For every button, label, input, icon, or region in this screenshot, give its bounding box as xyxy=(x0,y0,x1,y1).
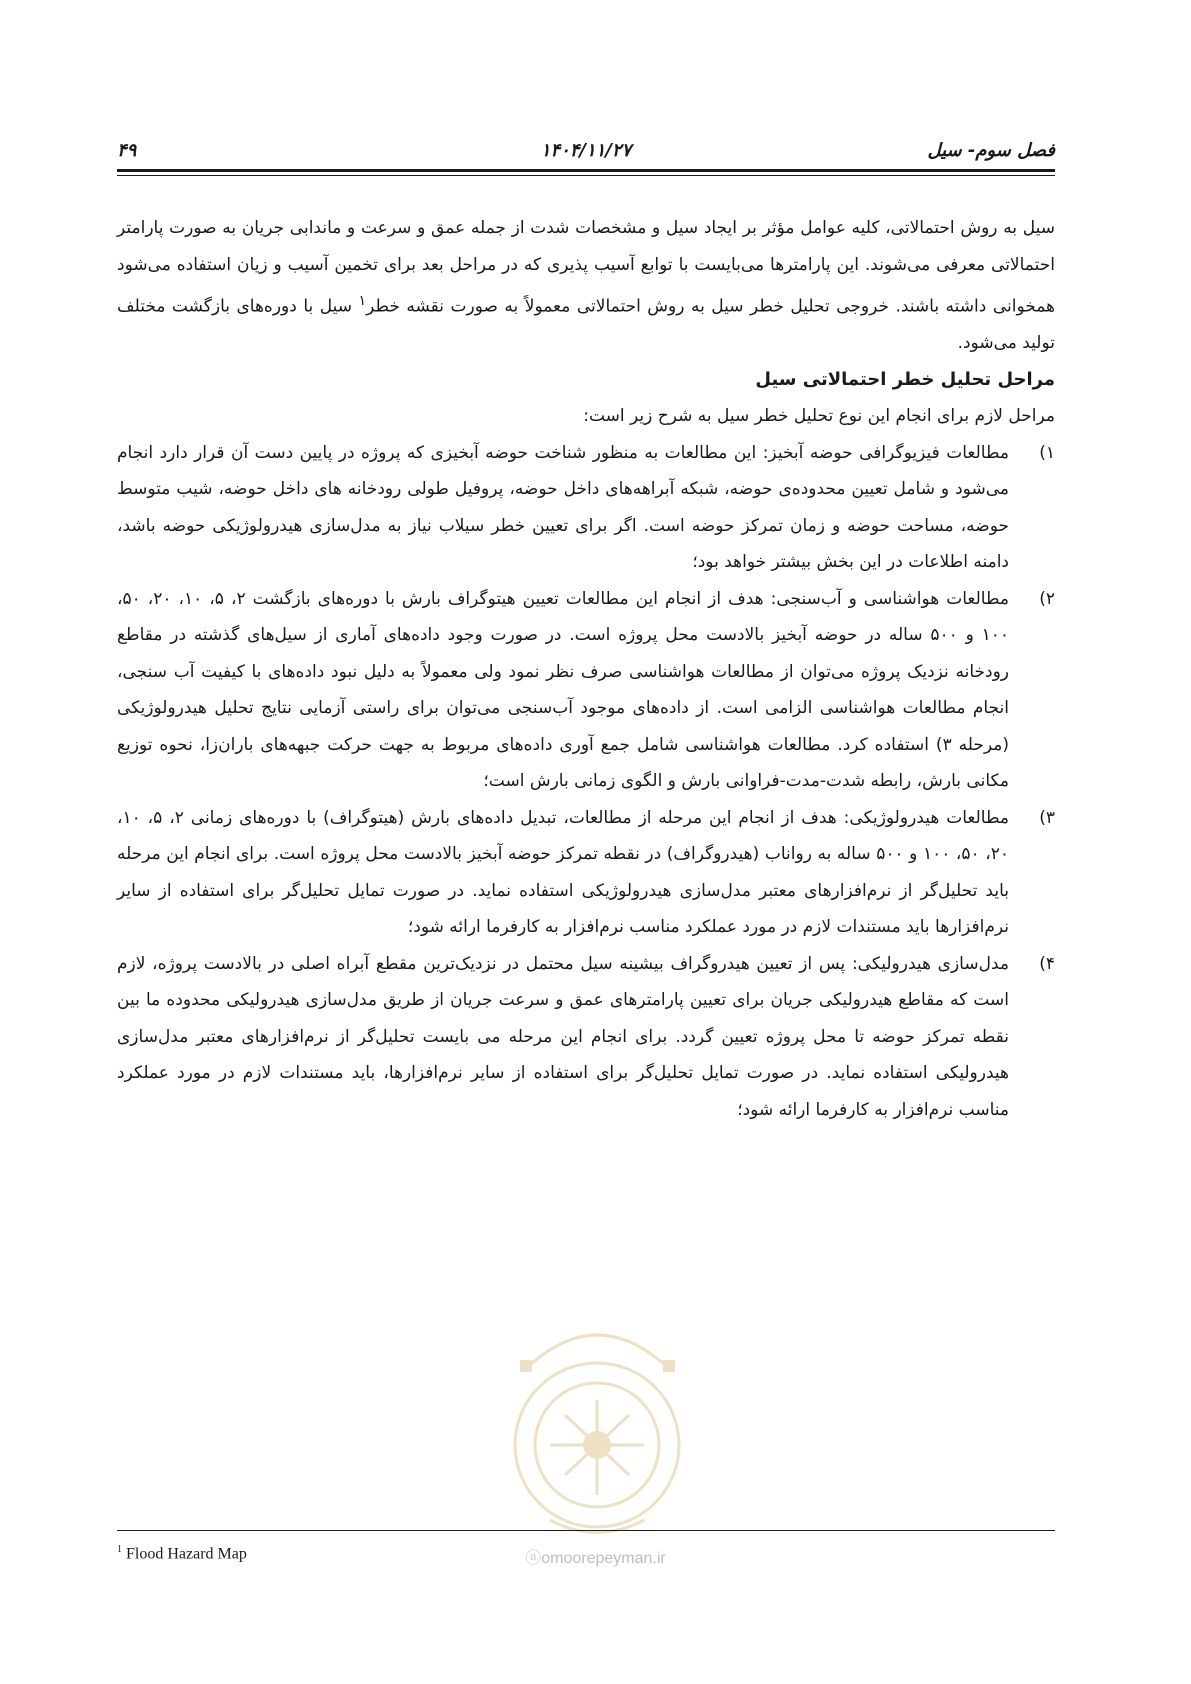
list-item xyxy=(117,946,1055,1129)
intro-text: سیل به روش احتمالاتی، کلیه عوامل مؤثر بر ایجاد سیل و مشخصات شدت از جمله عمق و سرعت و ماندابی جریان به صورت پارامتر احتمالاتی معرفی می‌شوند. این پارامترها می‌بایست با توابع آسیب پذیری که در مراحل بعد برای تخمین آسیب و زیان استفاده می‌شود همخوانی داشته باشند. خروجی تحلیل خطر سیل به روش احتمالاتی معمولاً به صورت نقشه خطر xyxy=(117,218,1055,317)
item-number: ۴) xyxy=(1039,953,1055,974)
footnote-marker: 1 xyxy=(117,1544,122,1555)
list-item xyxy=(117,800,1055,946)
seal-logo-watermark xyxy=(490,1305,705,1545)
page-body xyxy=(117,210,1055,1128)
intro-text-end: سیل با دوره‌های بازگشت مختلف تولید می‌شود. xyxy=(117,296,1055,354)
footnote-reference[interactable]: ۱ xyxy=(358,293,367,309)
section-lead: مراحل لازم برای انجام این نوع تحلیل خطر سیل به شرح زیر است: xyxy=(583,406,1055,427)
item-number: ۲) xyxy=(1039,588,1055,609)
item-number: ۱) xyxy=(1039,442,1055,463)
section-heading: مراحل تحلیل خطر احتمالاتی سیل xyxy=(755,368,1055,390)
footnote-rule xyxy=(117,1530,1055,1531)
item-text: مطالعات فیزیوگرافی حوضه آبخیز: این مطالعات به منظور شناخت حوضه آبخیزی که پروژه در پایین دست آن قرار دارد انجام می‌شود و شامل تعیین محدوده‌ی حوضه، شبکه آبراهه‌های داخل حوضه، پروفیل طولی رودخانه های داخل حوضه، شیب متوسط حوضه، مساحت حوضه و زمان تمرکز حوضه است. اگر برای تعیین خطر سیلاب نیاز به مدل‌سازی هیدرولوژیکی حوضه باشد، دامنه اطلاعات در این بخش بیشتر خواهد بود؛ xyxy=(117,442,1009,573)
page-number: ۴۹ xyxy=(117,140,137,161)
header-rule-thick xyxy=(117,169,1055,172)
item-text: مطالعات هواشناسی و آب‌سنجی: هدف از انجام این مطالعات تعیین هیتوگراف بارش با دوره‌های بازگشت ۲، ۵، ۱۰، ۲۰، ۵۰، ۱۰۰ و ۵۰۰ ساله در حوضه آبخیز بالادست محل پروژه است. در صورت وجود داده‌های آماری از سیل‌های گذشته در مقاطع رودخانه نزدیک پروژه می‌توان از مطالعات هواشناسی صرف نظر نمود ولی معمولاً به دلیل نبود داده‌های با کیفیت آب سنجی، انجام مطالعات هواشناسی الزامی است. از داده‌های موجود آب‌سنجی می‌توان برای راستی آزمایی نتایج تحلیل هیدرولوژیکی (مرحله ۳) استفاده کرد. مطالعات هواشناسی شامل جمع آوری داده‌های مربوط به جهت حرکت جبهه‌های باران‌زا، نحوه توزیع مکانی بارش، رابطه شدت-مدت-فراوانی بارش و الگوی زمانی بارش است؛ xyxy=(117,588,1010,792)
steps-list xyxy=(117,435,1055,1129)
watermark-text xyxy=(0,1545,1191,1568)
header-rule-thin xyxy=(117,175,1055,176)
intro-paragraph xyxy=(117,210,1055,362)
chapter-title: فصل سوم- سیل xyxy=(927,140,1055,161)
watermark-site: omoorepeyman.ir xyxy=(541,1550,666,1567)
item-text: مدل‌سازی هیدرولیکی: پس از تعیین هیدروگراف بیشینه سیل محتمل در نزدیک‌ترین مقطع آبراه اصلی در بالادست پروژه، لازم است که مقاطع هیدرولیکی جریان برای تعیین پارامترهای عمق و سرعت جریان از طریق مدل‌سازی هیدرولیکی محدوده ما بین نقطه تمرکز حوضه تا محل پروژه تعیین گردد. برای انجام این مرحله می بایست تحلیل‌گر از نرم‌افزارهای معتبر مدل‌سازی هیدرولیکی استفاده نماید. در صورت تمایل تحلیل‌گر برای استفاده از سایر نرم‌افزارها، باید مستندات لازم در مورد عملکرد مناسب نرم‌افزار به کارفرما ارائه شود؛ xyxy=(117,953,1009,1120)
item-text: مطالعات هیدرولوژیکی: هدف از انجام این مرحله از مطالعات، تبدیل داده‌های بارش (هیتوگراف) با دوره‌های زمانی ۲، ۵، ۱۰، ۲۰، ۵۰، ۱۰۰ و ۵۰۰ ساله به رواناب (هیدروگراف) در نقطه تمرکز حوضه آبخیز بالادست محل پروژه است. برای انجام این مرحله باید تحلیل‌گر از نرم‌افزارهای معتبر مدل‌سازی هیدرولوژیکی استفاده نماید. در صورت تمایل تحلیل‌گر برای استفاده از سایر نرم‌افزارها باید مستندات لازم در مورد عملکرد مناسب نرم‌افزار به کارفرما ارائه شود؛ xyxy=(117,807,1010,938)
item-number: ۳) xyxy=(1039,807,1055,828)
list-item xyxy=(117,581,1055,800)
header-date: ۱۴۰۴/۱۱/۲۷ xyxy=(540,140,632,161)
footnote-text: Flood Hazard Map xyxy=(122,1545,247,1563)
page-header xyxy=(117,140,1055,162)
list-item xyxy=(117,435,1055,581)
at-icon: ⓐ xyxy=(525,1550,542,1567)
